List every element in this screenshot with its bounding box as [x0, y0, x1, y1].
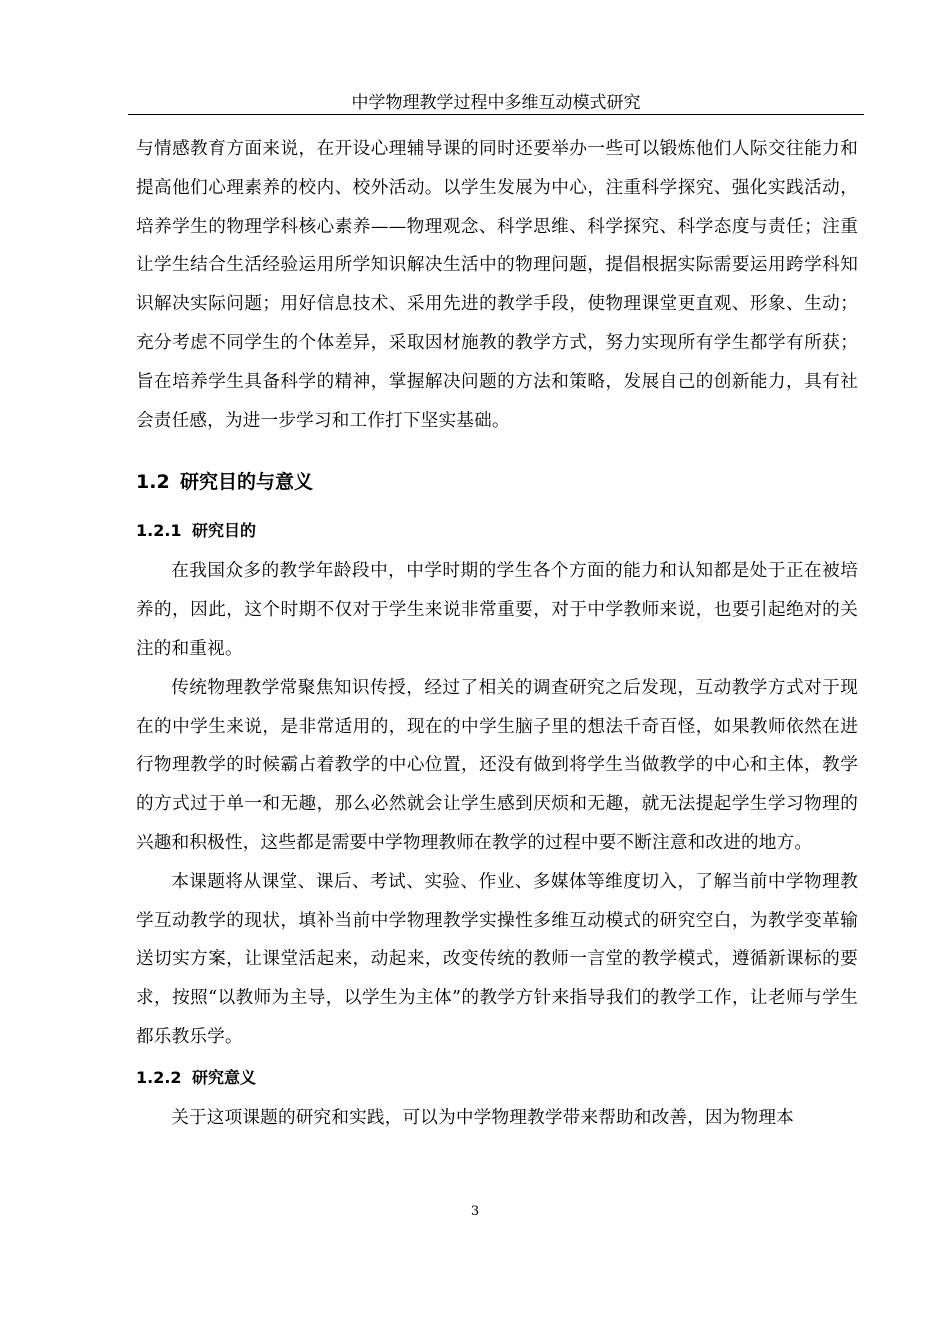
paragraph-significance-1: 关于这项课题的研究和实践，可以为中学物理教学带来帮助和改善，因为物理本 — [171, 1107, 794, 1128]
paragraph-purpose-3: 本课题将从课堂、课后、考试、实验、作业、多媒体等维度切入，了解当前中学物理教学互动教学的现状，填补当前中学物理教学实操性多维互动模式的研究空白，为教学变革输送切实方案，让课堂活起来，动起来，改变传统的教师一言堂的教学模式，遵循新课标的要求，按照“以教师为主导，以学生为主体”的教学方针来指导我们的教学工作，让老师与学生都乐教乐学。 — [136, 871, 858, 1047]
subsection-number: 1.2.2 — [136, 1067, 182, 1087]
paragraph-purpose-2: 传统物理教学常聚焦知识传授，经过了相关的调查研究之后发现，互动教学方式对于现在的中学生来说，是非常适用的，现在的中学生脑子里的想法千奇百怪，如果教师依然在进行物理教学的时候霸占着教学的中心位置，还没有做到将学生当做教学的中心和主体，教学的方式过于单一和无趣，那么必然就会让学生感到厌烦和无趣，就无法提起学生学习物理的兴趣和积极性，这些都是需要中学物理教师在教学的过程中要不断注意和改进的地方。 — [136, 677, 858, 853]
subsection-title: 研究意义 — [192, 1067, 257, 1087]
section-title: 研究目的与意义 — [180, 471, 314, 494]
section-heading-1-2 — [136, 454, 858, 510]
running-header: 中学物理教学过程中多维互动模式研究 — [128, 92, 864, 115]
subsection-title: 研究目的 — [192, 521, 257, 541]
section-number: 1.2 — [136, 471, 170, 494]
subsection-number: 1.2.1 — [136, 521, 182, 541]
page-number: 3 — [470, 1204, 480, 1219]
subsection-heading-1-2-2 — [136, 1057, 858, 1099]
paragraph-intro: 与情感教育方面来说，在开设心理辅导课的同时还要举办一些可以锻炼他们人际交往能力和提高他们心理素养的校内、校外活动。以学生发展为中心，注重科学探究、强化实践活动，培养学生的物理学科核心素养——物理观念、科学思维、科学探究、科学态度与责任；注重让学生结合生活经验运用所学知识解决生活中的物理问题，提倡根据实际需要运用跨学科知识解决实际问题；用好信息技术、采用先进的教学手段，使物理课堂更直观、形象、生动；充分考虑不同学生的个体差异，采取因材施教的教学方式，努力实现所有学生都学有所获；旨在培养学生具备科学的精神，掌握解决问题的方法和策略，发展自己的创新能力，具有社会责任感，为进一步学习和工作打下坚实基础。 — [136, 139, 858, 431]
subsection-heading-1-2-1 — [136, 510, 858, 552]
page-content — [136, 130, 858, 1138]
paragraph-purpose-1: 在我国众多的教学年龄段中，中学时期的学生各个方面的能力和认知都是处于正在被培养的，因此，这个时期不仅对于学生来说非常重要，对于中学教师来说，也要引起绝对的关注的和重视。 — [136, 561, 858, 659]
